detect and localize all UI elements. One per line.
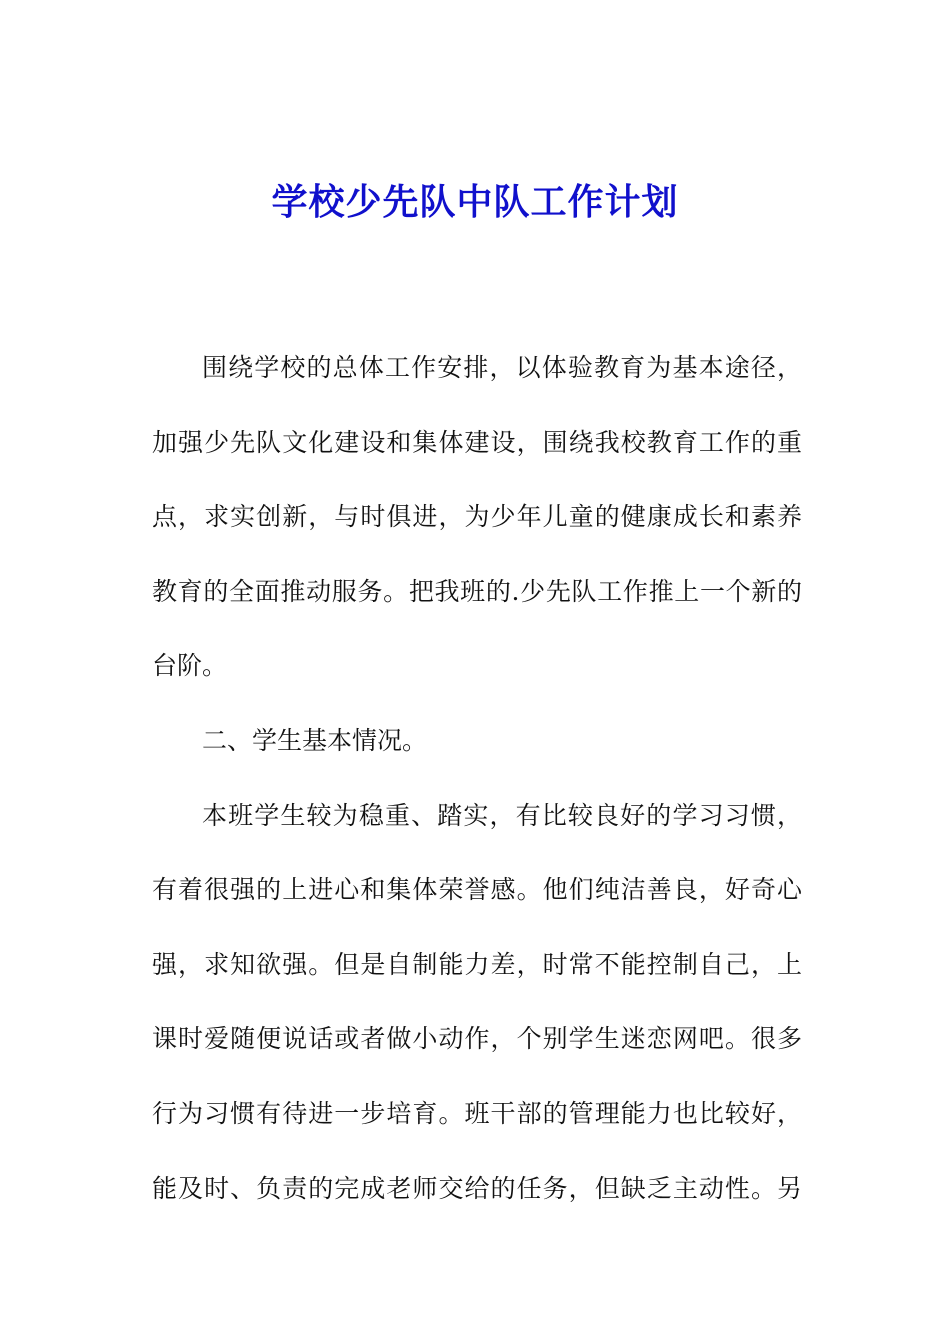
paragraph-line: 台阶。 (152, 651, 228, 681)
paragraph-line: 行为习惯有待进一步培育。班干部的管理能力也比较好， (152, 1098, 802, 1128)
paragraph-line: 点，求实创新，与时俱进，为少年儿童的健康成长和素养 (152, 502, 802, 532)
document-title: 学校少先队中队工作计划 (271, 182, 679, 223)
paragraph-line: 围绕学校的总体工作安排，以体验教育为基本途径， (202, 353, 802, 382)
paragraph-line: 课时爱随便说话或者做小动作，个别学生迷恋网吧。很多 (152, 1024, 802, 1054)
document-body (152, 331, 802, 1226)
paragraph-line: 本班学生较为稳重、踏实，有比较良好的学习习惯， (202, 800, 802, 830)
paragraph-line: 加强少先队文化建设和集体建设，围绕我校教育工作的重 (152, 427, 802, 457)
paragraph-line: 教育的全面推动服务。把我班的.少先队工作推上一个新的 (152, 576, 802, 606)
paragraph-line: 能及时、负责的完成老师交给的任务，但缺乏主动性。另 (152, 1173, 802, 1203)
paragraph-line: 强，求知欲强。但是自制能力差，时常不能控制自己，上 (152, 949, 802, 979)
section-heading: 二、学生基本情况。 (202, 725, 428, 755)
paragraph-line: 有着很强的上进心和集体荣誉感。他们纯洁善良，好奇心 (152, 875, 802, 905)
